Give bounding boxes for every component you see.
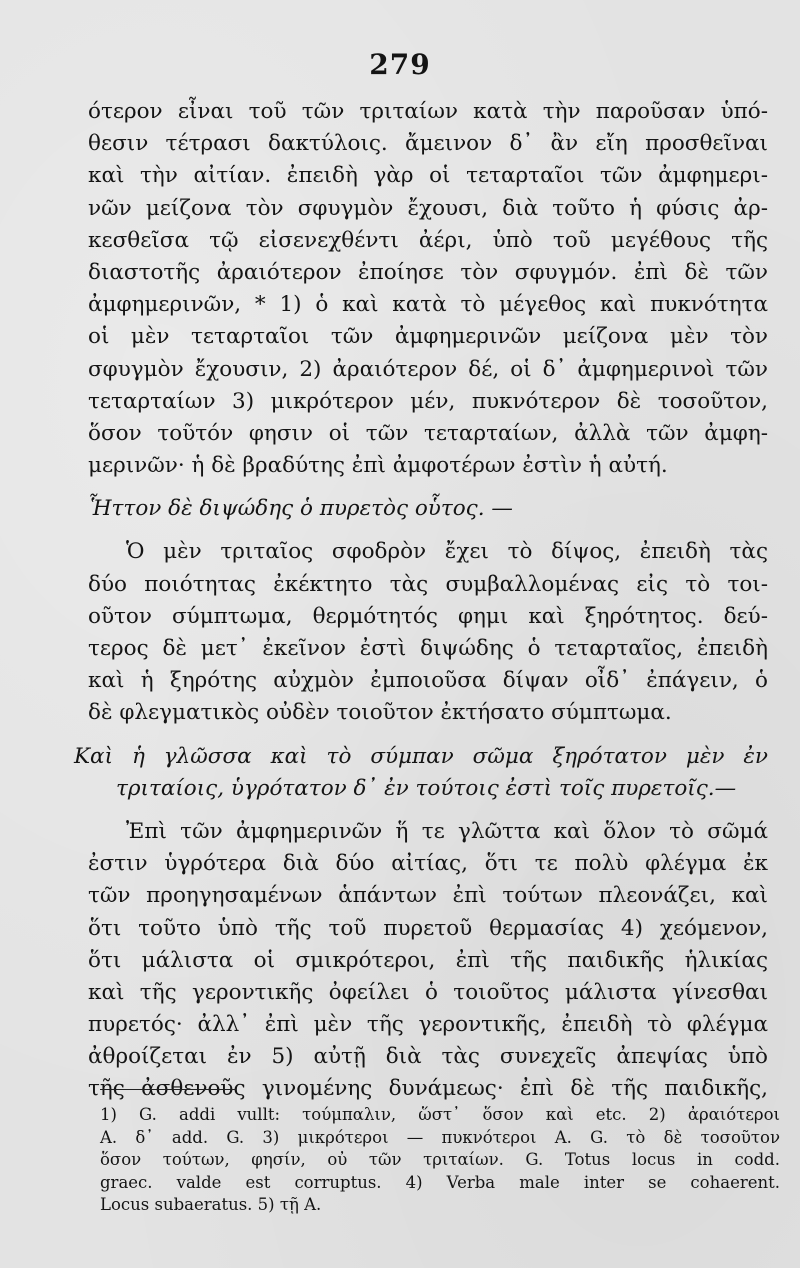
text-line: σφυγμὸν ἔχουσιν, 2) ἀραιότερον δέ, οἱ δ᾽ ἀμφημερινοὶ τῶν	[88, 356, 768, 382]
footnote-line: graec. valde est corruptus. 4) Verba male inter se cohaerent.	[100, 1172, 780, 1192]
text-line: οῦτον σύμπτωμα, θερμότητός φημι καὶ ξηρότητος. δεύ-	[88, 603, 768, 629]
text-line: δὲ φλεγματικὸς οὐδὲν τοιοῦτον ἐκτήσατο σύμπτωμα.	[88, 700, 672, 726]
text-line: Ἧττον δὲ διψώδης ὁ πυρετὸς οὗτος. —	[88, 496, 513, 522]
text-line: τῆς ἀσθενοῦς γινομένης δυνάμεως· ἐπὶ δὲ τῆς παιδικῆς,	[88, 1076, 768, 1102]
text-line: τερος δὲ μετ᾽ ἐκεῖνον ἐστὶ διψώδης ὁ τεταρταῖος, ἐπειδὴ	[88, 636, 768, 661]
footnotes-block	[100, 1104, 780, 1217]
text-line: τῶν προηγησαμένων ἁπάντων ἐπὶ τούτων πλεονάζει, καὶ	[88, 883, 768, 909]
footnote-line: A. δ᾽ add. G. 3) μικρότεροι — πυκνότεροι A. G. τὸ δὲ τοσοῦτον	[100, 1127, 780, 1147]
paragraph-gap	[88, 525, 768, 536]
text-line: οἱ μὲν τεταρταῖοι τῶν ἀμφημερινῶν μείζονα μὲν τὸν	[88, 324, 768, 350]
text-line: ὅσον τοῦτόν φησιν οἱ τῶν τεταρταίων, ἀλλὰ τῶν ἀμφη-	[88, 420, 768, 446]
main-text-block	[74, 96, 768, 1106]
paragraph-gap	[88, 805, 768, 816]
text-line: κεσθεῖσα τῷ εἰσενεχθέντι ἀέρι, ὑπὸ τοῦ μεγέθους τῆς	[88, 227, 768, 253]
paragraph-gap	[88, 730, 768, 741]
text-line: τριταίοις, ὑγρότατον δ᾽ ἐν τούτοις ἐστὶ τοῖς πυρετοῖς.—	[116, 775, 737, 801]
text-line: πυρετός· ἀλλ᾽ ἐπὶ μὲν τῆς γεροντικῆς, ἐπειδὴ τὸ φλέγμα	[88, 1012, 768, 1038]
text-line: μερινῶν· ἡ δὲ βραδύτης ἐπὶ ἀμφοτέρων ἐστὶν ἡ αὐτή.	[88, 453, 668, 479]
text-line: Καὶ ἡ γλῶσσα καὶ τὸ σύμπαν σῶμα ξηρότατον μὲν ἐν	[74, 743, 768, 769]
text-line: ἀμφημερινῶν, * 1) ὁ καὶ κατὰ τὸ μέγεθος καὶ πυκνότητα	[88, 292, 768, 318]
page-number: 279	[369, 48, 431, 81]
text-line: διαστοτῆς ἀραιότερον ἐποίησε τὸν σφυγμόν. ἐπὶ δὲ τῶν	[88, 259, 768, 285]
text-line: ότερον εἶναι τοῦ τῶν τριταίων κατὰ τὴν παροῦσαν ὑπό-	[88, 99, 768, 124]
footnote-line: Locus subaeratus. 5) τῇ A.	[100, 1195, 322, 1215]
footnote-separator	[100, 1089, 236, 1090]
text-line: ἐστιν ὑγρότερα διὰ δύο αἰτίας, ὅτι τε πολὺ φλέγμα ἐκ	[88, 851, 768, 877]
text-line: δύο ποιότητας ἐκέκτητο τὰς συμβαλλομένας εἰς τὸ τοι-	[88, 571, 768, 597]
text-line: νῶν μείζονα τὸν σφυγμὸν ἔχουσι, διὰ τοῦτο ἡ φύσις ἀρ-	[88, 195, 768, 221]
text-line: Ὁ μὲν τριταῖος σφοδρὸν ἔχει τὸ δίψος, ἐπειδὴ τὰς	[126, 539, 768, 565]
text-line: καὶ τὴν αἰτίαν. ἐπειδὴ γὰρ οἱ τεταρταῖοι τῶν ἀμφημερι-	[88, 163, 768, 189]
text-line: καὶ ἡ ξηρότης αὐχμὸν ἐμποιοῦσα δίψαν οἶδ᾽ ἐπάγειν, ὁ	[88, 668, 768, 694]
paragraph-gap	[88, 482, 768, 493]
text-line: ἀθροίζεται ἐν 5) αὐτῇ διὰ τὰς συνεχεῖς ἀπεψίας ὑπὸ	[88, 1044, 768, 1070]
text-line: ὅτι μάλιστα οἱ σμικρότεροι, ἐπὶ τῆς παιδικῆς ἡλικίας	[88, 947, 768, 973]
footnote-line: 1) G. addi vullt: τούμπαλιν, ὥστ᾽ ὅσον καὶ etc. 2) ἀραιότεροι	[100, 1105, 780, 1124]
text-line: τεταρταίων 3) μικρότερον μέν, πυκνότερον δὲ τοσοῦτον,	[88, 388, 768, 414]
text-line: Ἐπὶ τῶν ἀμφημερινῶν ἥ τε γλῶττα καὶ ὅλον τὸ σῶμά	[126, 818, 768, 844]
text-line: θεσιν τέτρασι δακτύλοις. ἄμεινον δ᾽ ἂν εἴη προσθεῖναι	[88, 131, 768, 157]
text-line: καὶ τῆς γεροντικῆς ὀφείλει ὁ τοιοῦτος μάλιστα γίνεσθαι	[88, 979, 768, 1005]
footnote-line: ὅσον τούτων, φησίν, οὐ τῶν τριταίων. G. Totus locus in codd.	[100, 1150, 780, 1170]
text-line: ὅτι τοῦτο ὑπὸ τῆς τοῦ πυρετοῦ θερμασίας 4) χεόμενον,	[88, 915, 768, 941]
